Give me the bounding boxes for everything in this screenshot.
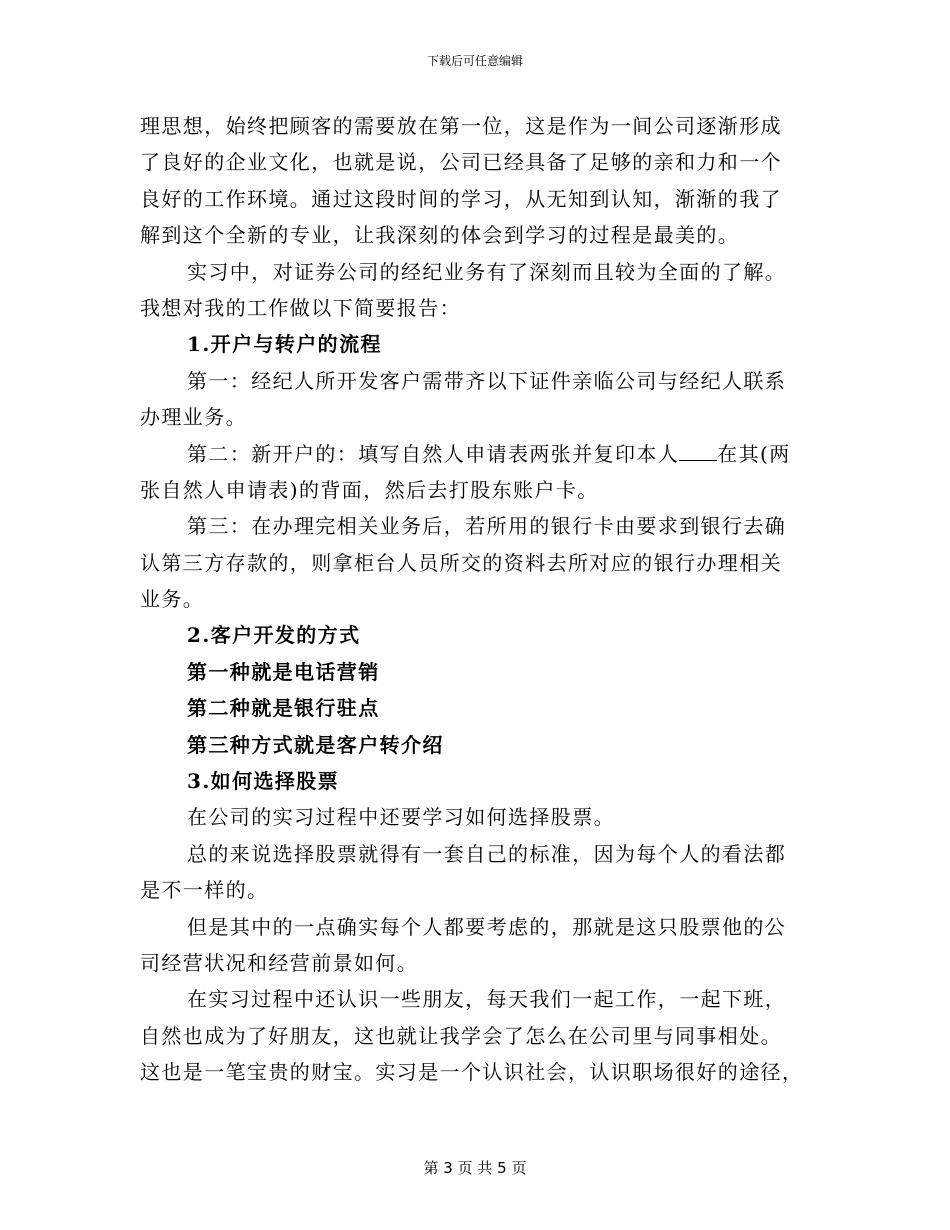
paragraph-line: 实习中，对证券公司的经纪业务有了深刻而且较为全面的了解。 [187, 259, 787, 284]
paragraph-line: 司经营状况和经营前景如何。 [140, 950, 419, 975]
list-item: 第二种就是银行驻点 [187, 696, 380, 721]
section-heading: 2.客户开发的方式 [187, 623, 361, 648]
paragraph-line: 第一：经纪人所开发客户需带齐以下证件亲临公司与经纪人联系 [187, 368, 787, 393]
paragraph-line: 这也是一笔宝贵的财宝。实习是一个认识社会，认识职场很好的途径， [140, 1060, 804, 1085]
document-body [140, 108, 805, 1091]
section-heading: 1.开户与转户的流程 [187, 332, 382, 357]
paragraph-line: 在公司的实习过程中还要学习如何选择股票。 [187, 805, 615, 830]
paragraph-line: 良好的工作环境。通过这段时间的学习，从无知到认知，渐渐的我了 [140, 186, 782, 211]
line-text-before-blank: 第二：新开户的：填写自然人申请表两张并复印本人 [187, 441, 680, 466]
paragraph-line: 解到这个全新的专业，让我深刻的体会到学习的过程是最美的。 [140, 223, 740, 248]
paragraph-line: 业务。 [140, 587, 205, 612]
paragraph-line: 总的来说选择股票就得有一套自己的标准，因为每个人的看法都 [187, 841, 787, 866]
paragraph-line: 是不一样的。 [140, 878, 269, 903]
paragraph-line: 自然也成为了好朋友，这也就让我学会了怎么在公司里与同事相处。 [140, 1023, 782, 1048]
paragraph-line: 第三：在办理完相关业务后，若所用的银行卡由要求到银行去确 [187, 514, 787, 539]
list-item: 第三种方式就是客户转介绍 [187, 732, 444, 757]
paragraph-line: 我想对我的工作做以下简要报告： [140, 295, 461, 320]
line-text-after-blank: 在其(两 [717, 441, 791, 466]
section-heading: 3.如何选择股票 [187, 769, 340, 794]
paragraph-line: 认第三方存款的，则拿柜台人员所交的资料去所对应的银行办理相关 [140, 550, 782, 575]
paragraph-line: 了良好的企业文化，也就是说，公司已经具备了足够的亲和力和一个 [140, 150, 782, 175]
paragraph-line: 但是其中的一点确实每个人都要考虑的，那就是这只股票他的公 [187, 914, 787, 939]
page-footer: 第 3 页 共 5 页 [423, 1159, 527, 1177]
paragraph-line: 张自然人申请表)的背面，然后去打股东账户卡。 [140, 477, 599, 502]
list-item: 第一种就是电话营销 [187, 659, 380, 684]
fill-in-blank [679, 440, 717, 461]
paragraph-line: 办理业务。 [140, 405, 247, 430]
page-header: 下载后可任意编辑 [426, 54, 523, 68]
paragraph-line: 在实习过程中还认识一些朋友，每天我们一起工作，一起下班， [187, 987, 787, 1012]
paragraph-line-with-blank [140, 436, 805, 472]
paragraph-line: 理思想，始终把顾客的需要放在第一位，这是作为一间公司逐渐形成 [140, 114, 782, 138]
